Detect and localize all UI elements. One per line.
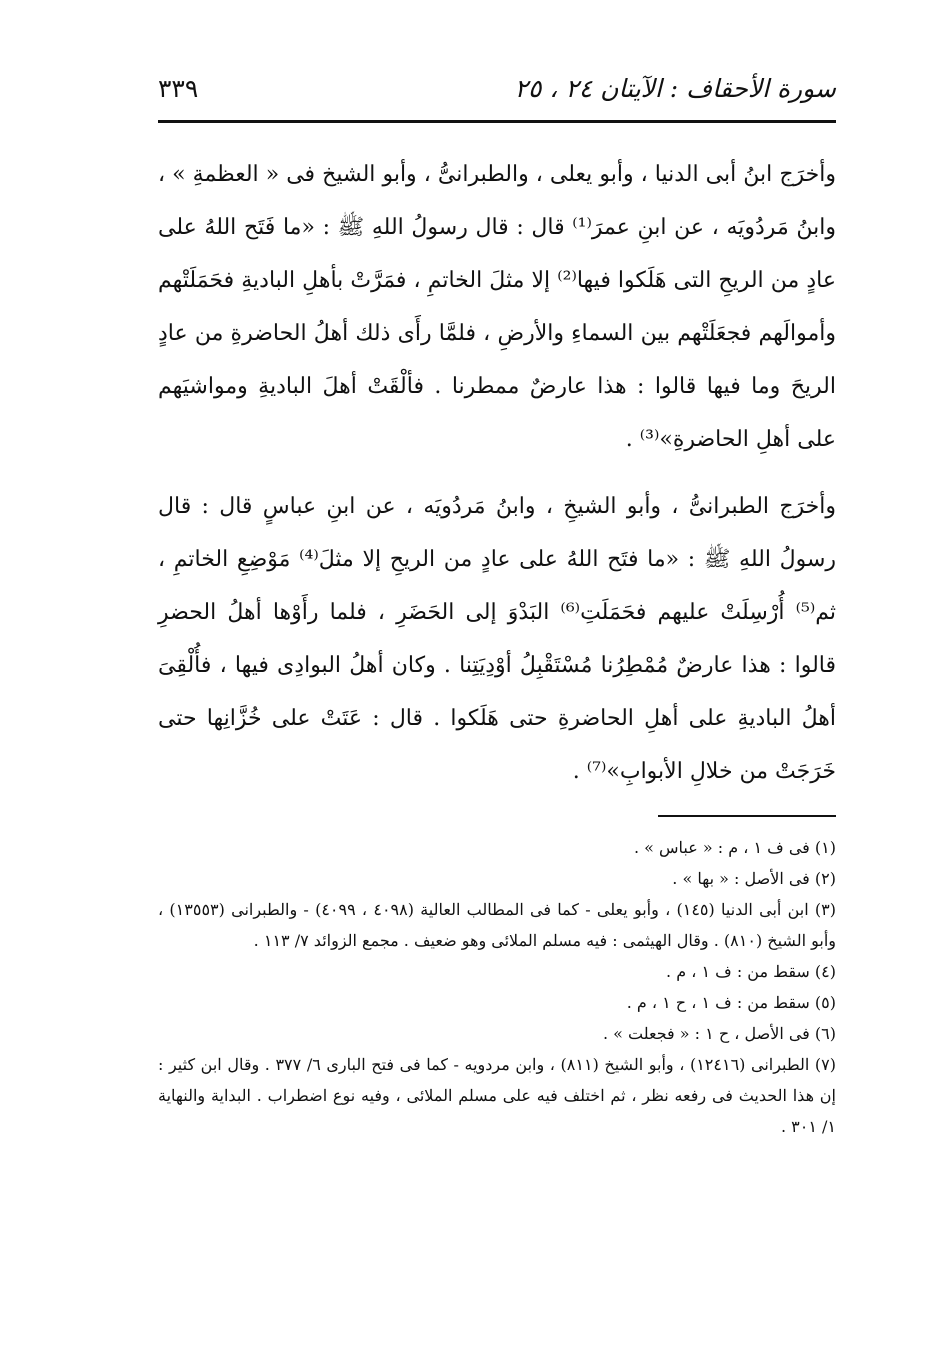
footnote-4: (٤) سقط من : ف ١ ، م . bbox=[666, 962, 836, 981]
page-number: ٣٣٩ bbox=[158, 74, 199, 103]
footnote-7: (٧) الطبرانى (١٢٤١٦) ، وأبو الشيخ (٨١١) ، وابن مردويه - كما فى فتح البارى ٦/ ٣٧٧ . وقال ابن كثير : إن هذا الحديث فى رفعه نظر ، ثم اختلف فيه على مسلم الملائى ، وفيه نوع اضطراب . البداية والنهاية ١/ ٣٠١ . bbox=[158, 1055, 836, 1136]
footnote-divider bbox=[658, 815, 836, 817]
paragraph-1: وأخرَج ابنُ أبى الدنيا ، وأبو يعلى ، والطبرانىُّ ، وأبو الشيخ فى « العظمةِ » ، وابنُ مَردُويَه ، عن ابنِ عمرَ⁽¹⁾ قال : قال رسولُ اللهِ ﷺ : «ما فَتَح اللهُ على عادٍ من الريحِ التى هَلَكوا فيها⁽²⁾ إلا مثلَ الخاتمِ ، فمَرَّتْ بأهلِ الباديةِ فحَمَلَتْهم وأموالَهم فجعَلَتْهم بين السماءِ والأرضِ ، فلمَّا رأَى ذلك أهلُ الحاضرةِ من عادٍ الريحَ وما فيها قالوا : هذا عارضٌ ممطرنا . فألْقَتْ أهلَ الباديةِ ومواشيَهم على أهلِ الحاضرةِ»⁽³⁾ . bbox=[158, 162, 837, 452]
chapter-title: سورة الأحقاف : الآيتان ٢٤ ، ٢٥ bbox=[514, 74, 836, 103]
footnote-1: (١) فى ف ١ ، م : « عباس » . bbox=[633, 838, 836, 857]
main-text bbox=[158, 148, 836, 798]
paragraph-2: وأخرَج الطبرانىُّ ، وأبو الشيخِ ، وابنُ مَردُويَه ، عن ابنِ عباسٍ قال : قال رسولُ اللهِ ﷺ : «ما فتَح اللهُ على عادٍ من الريحِ إلا مثلَ⁽⁴⁾ مَوْضِعِ الخاتمِ ، ثم⁽⁵⁾ أُرْسِلَتْ عليهم فحَمَلَتِ⁽⁶⁾ البَدْوَ إلى الحَضَرِ ، فلما رأَوْها أهلُ الحضرِ قالوا : هذا عارضٌ مُمْطِرُنا مُسْتَقْبِلُ أوْدِيَتِنا . وكان أهلُ البوادِى فيها ، فأُلْقِىَ أهلُ الباديةِ على أهلِ الحاضرةِ حتى هَلَكوا . قال : عَتَتْ على خُزَّانِها حتى خَرَجَتْ من خلالِ الأبوابِ»⁽⁷⁾ . bbox=[158, 494, 837, 784]
footnote-3: (٣) ابن أبى الدنيا (١٤٥) ، وأبو يعلى - كما فى المطالب العالية (٤٠٩٨ ، ٤٠٩٩) - والطبرانى (١٣٥٥٣) ، وأبو الشيخ (٨١٠) . وقال الهيثمى : فيه مسلم الملائى وهو ضعيف . مجمع الزوائد ٧/ ١١٣ . bbox=[158, 900, 836, 950]
footnote-6: (٦) فى الأصل ، ح ١ : « فجعلت » . bbox=[602, 1024, 836, 1043]
footnote-2: (٢) فى الأصل : « بها » . bbox=[672, 869, 836, 888]
footnote-5: (٥) سقط من : ف ١ ، ح ١ ، م . bbox=[626, 993, 836, 1012]
header-divider bbox=[158, 120, 836, 123]
footnotes bbox=[158, 832, 836, 1142]
running-header bbox=[158, 66, 836, 118]
